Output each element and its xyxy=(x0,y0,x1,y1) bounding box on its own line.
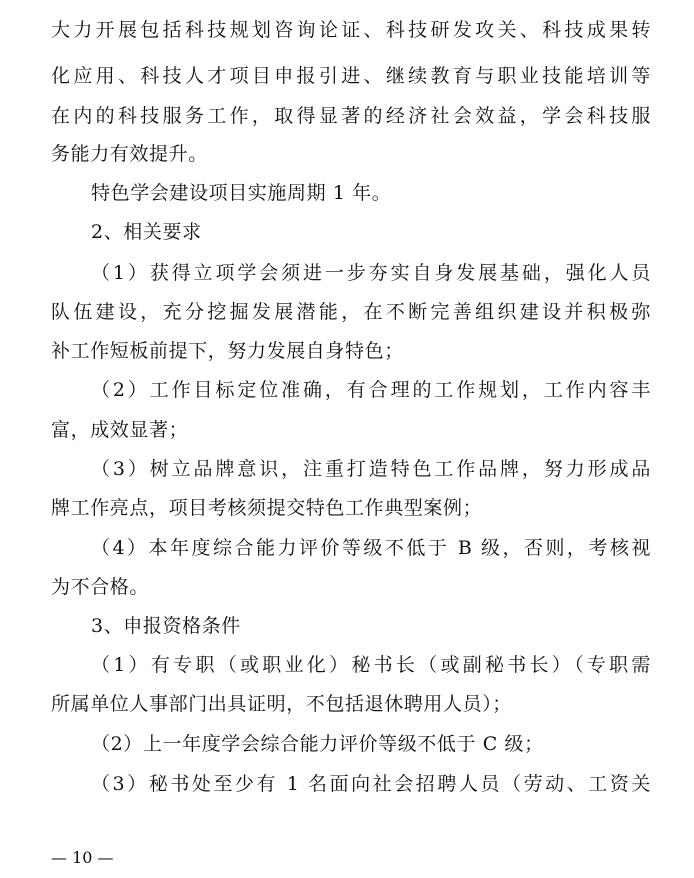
text-line: 大力开展包括科技规划咨询论证、科技研发攻关、科技成果转 xyxy=(51,19,651,41)
text-line: （2）工作目标定位准确，有合理的工作规划，工作内容丰 xyxy=(91,379,651,401)
text-line: 化应用、科技人才项目申报引进、继续教育与职业技能培训等 xyxy=(51,65,651,87)
section-heading: 3、申报资格条件 xyxy=(91,615,241,637)
text-line: （3）秘书处至少有 1 名面向社会招聘人员（劳动、工资关 xyxy=(91,773,651,795)
text-line: （1）有专职（或职业化）秘书长（或副秘书长）（专职需 xyxy=(91,654,651,676)
section-heading: 2、相关要求 xyxy=(91,221,202,243)
text-line: （2）上一年度学会综合能力评价等级不低于 C 级； xyxy=(91,733,544,755)
text-line: （4）本年度综合能力评价等级不低于 B 级，否则，考核视 xyxy=(91,537,651,559)
text-line: 为不合格。 xyxy=(51,576,150,598)
text-line: 队伍建设，充分挖掘发展潜能，在不断完善组织建设并积极弥 xyxy=(51,301,651,323)
text-line: 特色学会建设项目实施周期 1 年。 xyxy=(91,182,392,204)
text-line: 务能力有效提升。 xyxy=(51,143,208,165)
page-number: — 10 — xyxy=(51,848,114,867)
text-line: 在内的科技服务工作，取得显著的经济社会效益，学会科技服 xyxy=(51,105,651,127)
text-line: 富，成效显著； xyxy=(51,419,189,441)
text-line: （1）获得立项学会须进一步夯实自身发展基础，强化人员 xyxy=(91,262,651,284)
text-line: 补工作短板前提下，努力发展自身特色； xyxy=(51,340,404,362)
text-line: （3）树立品牌意识，注重打造特色工作品牌，努力形成品 xyxy=(91,458,651,480)
text-line: 牌工作亮点，项目考核须提交特色工作典型案例； xyxy=(51,497,483,519)
text-line: 所属单位人事部门出具证明，不包括退休聘用人员）； xyxy=(51,693,512,715)
